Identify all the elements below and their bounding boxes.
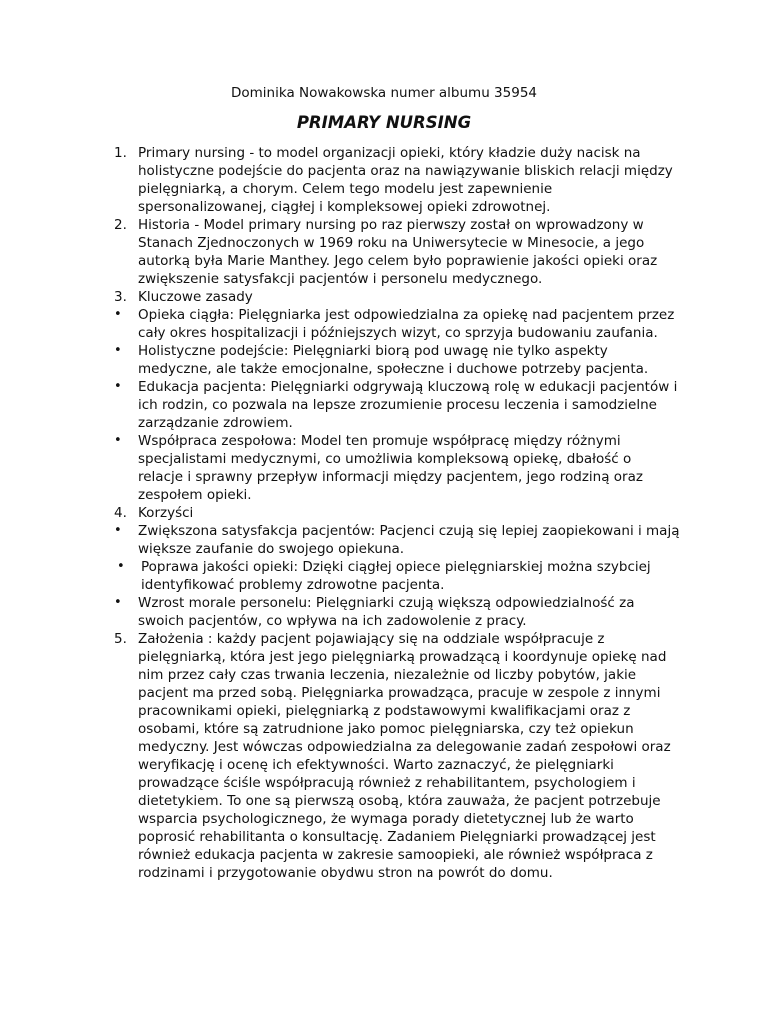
list-number: 4. bbox=[114, 505, 127, 521]
bullet-list-item bbox=[112, 432, 680, 504]
numbered-list-item bbox=[112, 630, 680, 882]
bullet-icon: • bbox=[114, 433, 122, 448]
list-item-text: Kluczowe zasady bbox=[138, 289, 253, 305]
list-item-text: Korzyści bbox=[138, 505, 194, 521]
numbered-list-item bbox=[112, 216, 680, 288]
bullet-list-item bbox=[112, 558, 680, 594]
bullet-list-item bbox=[112, 306, 680, 342]
list-number: 1. bbox=[114, 145, 127, 161]
list-item-text: Wzrost morale personelu: Pielęgniarki czują większą odpowiedzialność za swoich pacjentów, co wpływa na ich zadowolenie z pracy. bbox=[138, 595, 635, 629]
bullet-icon: • bbox=[114, 595, 122, 610]
numbered-list-item bbox=[112, 504, 680, 522]
numbered-list-item bbox=[112, 144, 680, 216]
list-item-text: Opieka ciągła: Pielęgniarka jest odpowiedzialna za opiekę nad pacjentem przez cały okres hospitalizacji i późniejszych wizyt, co sprzyja budowaniu zaufania. bbox=[138, 307, 675, 341]
list-number: 5. bbox=[114, 631, 127, 647]
bullet-icon: • bbox=[117, 559, 125, 574]
bullet-list-item bbox=[112, 522, 680, 558]
list-item-text: Współpraca zespołowa: Model ten promuje współpracę między różnymi specjalistami medycznymi, co umożliwia kompleksową opiekę, dbałość o relacje i sprawny przepływ informacji między pacjentem, jego rodziną oraz zespołem opieki. bbox=[138, 433, 643, 503]
bullet-list-item bbox=[112, 594, 680, 630]
list-item-text: Holistyczne podejście: Pielęgniarki biorą pod uwagę nie tylko aspekty medyczne, ale także emocjonalne, społeczne i duchowe potrzeby pacjenta. bbox=[138, 343, 649, 377]
list-item-text: Założenia : każdy pacjent pojawiający się na oddziale współpracuje z pielęgniarką, która jest jego pielęgniarką prowadzącą i koordynuje opiekę nad nim przez cały czas trwania leczenia, niezależnie od liczby pobytów, jakie pacjent ma przed sobą. Pielęgniarka prowadząca, pracuje w zespole z innymi pracownikami opieki, pielęgniarką z podstawowymi kwalifikacjami oraz z osobami, które są zatrudnione jako pomoc pielęgniarska, czy też opiekun medyczny. Jest wówczas odpowiedzialna za delegowanie zadań zespołowi oraz weryfikację i ocenę ich efektywności. Warto zaznaczyć, że pielęgniarki prowadzące ściśle współpracują również z rehabilitantem, psychologiem i dietetykiem. To one są pierwszą osobą, która zauważa, że pacjent potrzebuje wsparcia psychologicznego, że wymaga porady dietetycznej lub że warto poprosić rehabilitanta o konsultację. Zadaniem Pielęgniarki prowadzącej jest również edukacja pacjenta w zakresie samoopieki, ale również współpraca z rodzinami i przygotowanie obydwu stron na powrót do domu. bbox=[138, 631, 671, 881]
document-title: PRIMARY NURSING bbox=[296, 113, 472, 132]
bullet-icon: • bbox=[114, 523, 122, 538]
list-item-text: Poprawa jakości opieki: Dzięki ciągłej opiece pielęgniarskiej można szybciej identyfikować problemy zdrowotne pacjenta. bbox=[141, 559, 651, 593]
document-body bbox=[112, 144, 680, 882]
bullet-icon: • bbox=[114, 343, 122, 358]
numbered-list-item bbox=[112, 288, 680, 306]
list-item-text: Historia - Model primary nursing po raz pierwszy został on wprowadzony w Stanach Zjednoczonych w 1969 roku na Uniwersytecie w Minesocie, a jego autorką była Marie Manthey. Jego celem było poprawienie jakości opieki oraz zwiększenie satysfakcji pacjentów i personelu medycznego. bbox=[138, 217, 658, 287]
list-item-text: Primary nursing - to model organizacji opieki, który kładzie duży nacisk na holistyczne podejście do pacjenta oraz na nawiązywanie bliskich relacji między pielęgniarką, a chorym. Celem tego modelu jest zapewnienie spersonalizowanej, ciągłej i kompleksowej opieki zdrowotnej. bbox=[138, 145, 673, 215]
list-number: 2. bbox=[114, 217, 127, 233]
list-number: 3. bbox=[114, 289, 127, 305]
list-item-text: Edukacja pacjenta: Pielęgniarki odgrywają kluczową rolę w edukacji pacjentów i ich rodzin, co pozwala na lepsze zrozumienie procesu leczenia i samodzielne zarządzanie zdrowiem. bbox=[138, 379, 678, 431]
bullet-list-item bbox=[112, 378, 680, 432]
bullet-list-item bbox=[112, 342, 680, 378]
author-line: Dominika Nowakowska numer albumu 35954 bbox=[231, 85, 537, 101]
list-item-text: Zwiększona satysfakcja pacjentów: Pacjenci czują się lepiej zaopiekowani i mają większe zaufanie do swojego opiekuna. bbox=[138, 523, 680, 557]
bullet-icon: • bbox=[114, 307, 122, 322]
bullet-icon: • bbox=[114, 379, 122, 394]
